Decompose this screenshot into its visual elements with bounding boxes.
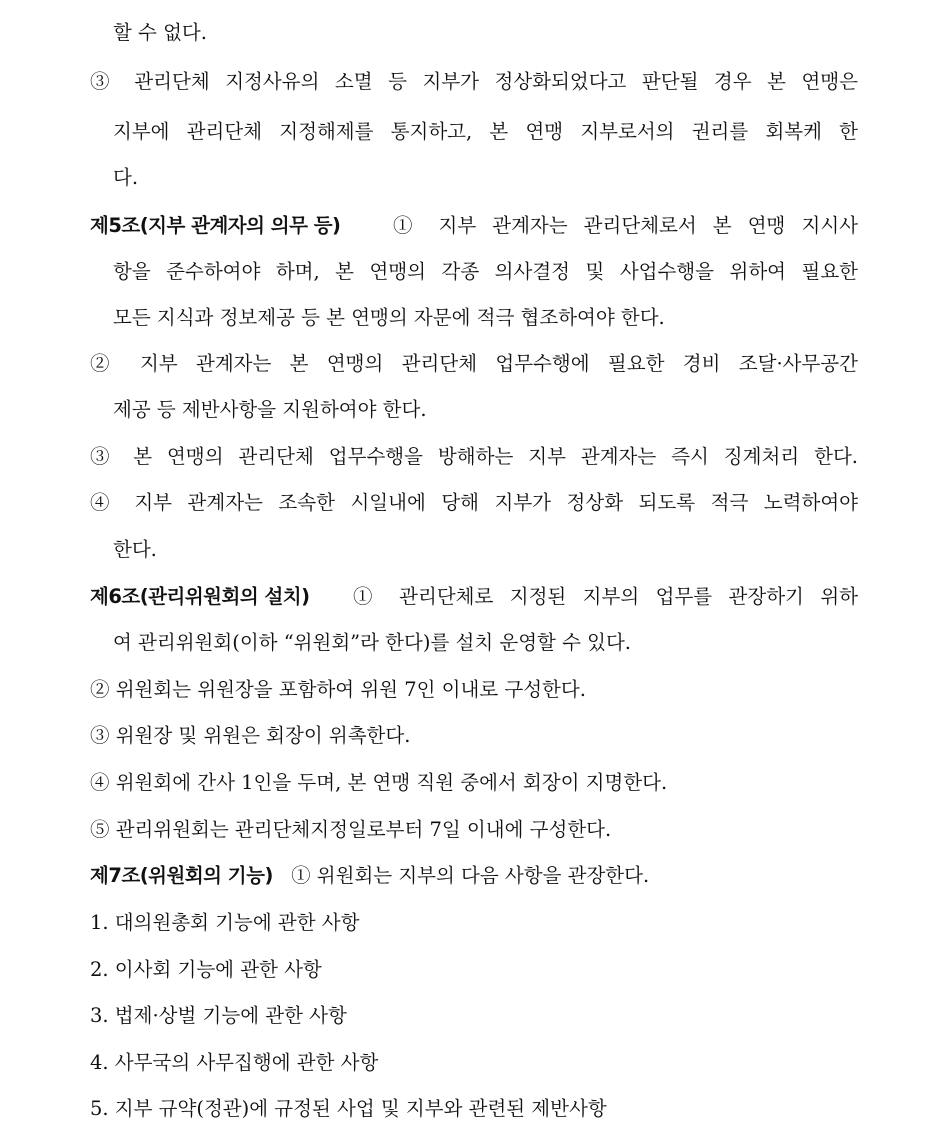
paragraph-line: ④ 지부 관계자는 조속한 시일내에 당해 지부가 정상화 되도록 적극 노력하여야 — [90, 491, 858, 514]
article-5-first-line — [90, 211, 858, 241]
paragraph-line: 한다. — [113, 538, 157, 561]
paragraph-line: 모든 지식과 정보제공 등 본 연맹의 자문에 적극 협조하여야 한다. — [113, 306, 665, 329]
paragraph-line: ② 지부 관계자는 본 연맹의 관리단체 업무수행에 필요한 경비 조달·사무공간 — [90, 352, 858, 375]
paragraph-line: 지부에 관리단체 지정해제를 통지하고, 본 연맹 지부로서의 권리를 회복케 한 — [113, 120, 858, 143]
article-heading: 제5조(지부 관계자의 의무 등) — [90, 214, 341, 237]
article-text: ① 지부 관계자는 관리단체로서 본 연맹 지시사 — [393, 214, 858, 237]
list-item: 4. 사무국의 사무집행에 관한 사항 — [90, 1051, 379, 1074]
list-item: 5. 지부 규약(정관)에 규정된 사업 및 지부와 관련된 제반사항 — [90, 1097, 607, 1120]
list-item: 1. 대의원총회 기능에 관한 사항 — [90, 911, 360, 934]
paragraph-line: ② 위원회는 위원장을 포함하여 위원 7인 이내로 구성한다. — [90, 678, 586, 701]
paragraph-line: ⑤ 관리위원회는 관리단체지정일로부터 7일 이내에 구성한다. — [90, 818, 612, 841]
article-7-first-line — [90, 861, 649, 891]
paragraph-line: ③ 위원장 및 위원은 회장이 위촉한다. — [90, 724, 411, 747]
paragraph-line: 다. — [113, 166, 139, 189]
paragraph-line: ③ 본 연맹의 관리단체 업무수행을 방해하는 지부 관계자는 즉시 징계처리 한다. — [90, 445, 858, 468]
article-text: ① 관리단체로 지정된 지부의 업무를 관장하기 위하 — [353, 585, 858, 608]
text-line: 할 수 없다. — [113, 21, 207, 44]
list-item: 2. 이사회 기능에 관한 사항 — [90, 958, 322, 981]
paragraph-line: ④ 위원회에 간사 1인을 두며, 본 연맹 직원 중에서 회장이 지명한다. — [90, 771, 668, 794]
list-item: 3. 법제·상벌 기능에 관한 사항 — [90, 1004, 347, 1027]
article-6-first-line — [90, 582, 858, 612]
paragraph-line: 항을 준수하여야 하며, 본 연맹의 각종 의사결정 및 사업수행을 위하여 필요한 — [113, 260, 858, 283]
paragraph-line: 제공 등 제반사항을 지원하여야 한다. — [113, 398, 427, 421]
article-heading: 제6조(관리위원회의 설치) — [90, 585, 310, 608]
article-text: ① 위원회는 지부의 다음 사항을 관장한다. — [291, 864, 650, 887]
article-heading: 제7조(위원회의 기능) — [90, 864, 273, 887]
paragraph-line: 여 관리위원회(이하 “위원회”라 한다)를 설치 운영할 수 있다. — [113, 631, 631, 654]
paragraph-line: ③ 관리단체 지정사유의 소멸 등 지부가 정상화되었다고 판단될 경우 본 연맹은 — [90, 70, 858, 93]
